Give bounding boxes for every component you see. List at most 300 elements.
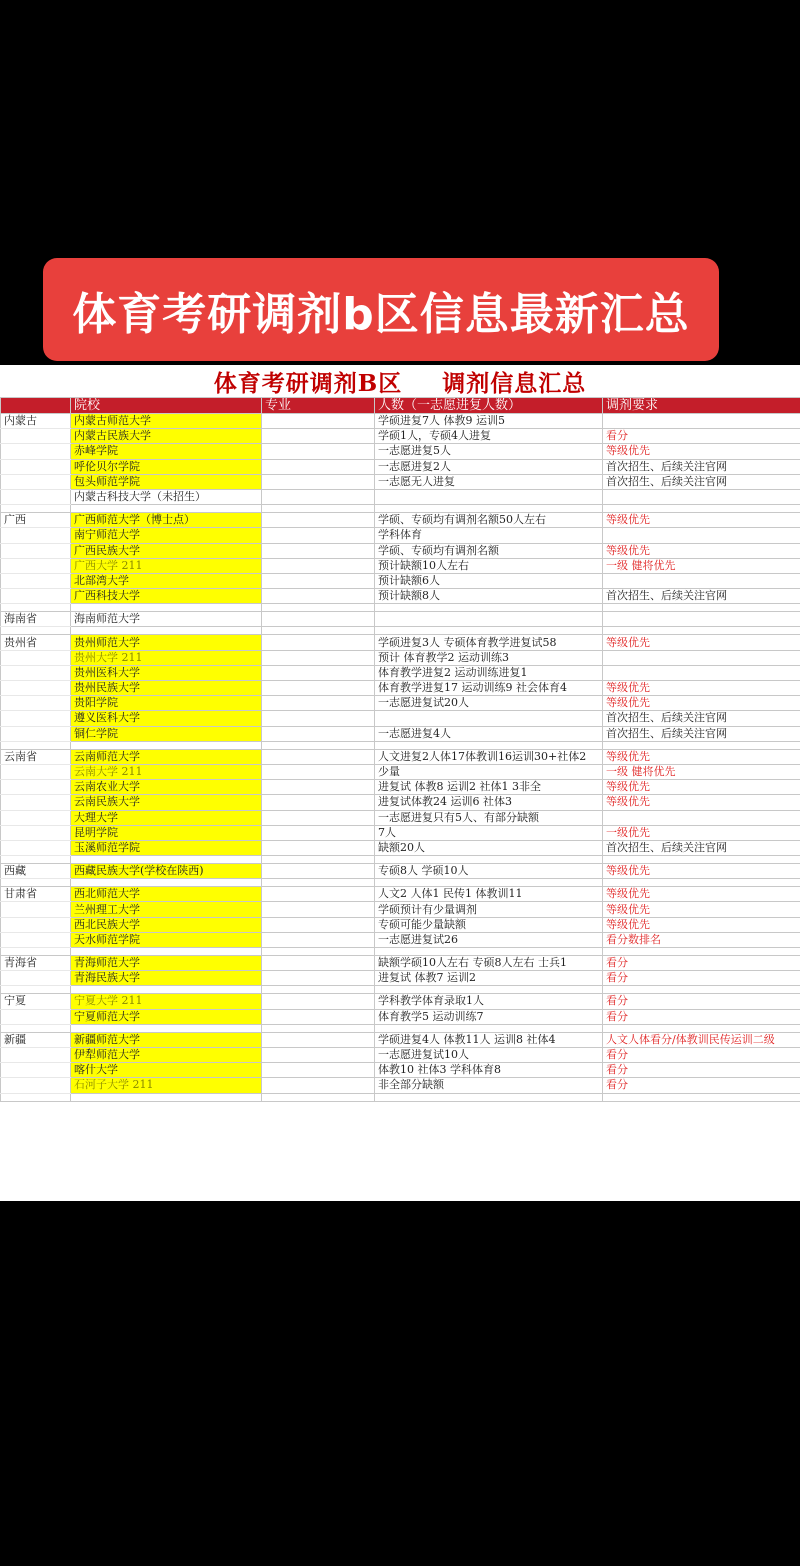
count-cell: 体育教学进复17 运动训练9 社会体育4: [375, 681, 603, 696]
empty-cell: [1, 459, 71, 474]
empty-cell: [1, 444, 71, 459]
school-cell: 青海民族大学: [71, 971, 262, 986]
count-cell: 非全部分缺额: [375, 1078, 603, 1093]
table-row: [1, 444, 800, 459]
empty-cell: [603, 948, 800, 956]
major-cell: [262, 795, 375, 810]
school-cell: 石河子大学 211: [71, 1078, 262, 1093]
count-cell: 体育教学5 运动训练7: [375, 1009, 603, 1024]
table-row: [1, 589, 800, 604]
count-cell: 预计缺额6人: [375, 573, 603, 588]
spacer-row: [1, 627, 800, 635]
empty-cell: [71, 948, 262, 956]
count-cell: 体教10 社体3 学科体育8: [375, 1063, 603, 1078]
header-cell: [1, 398, 71, 414]
empty-cell: [1, 665, 71, 680]
requirement-cell: 看分: [603, 429, 800, 444]
major-cell: [262, 780, 375, 795]
empty-cell: [1, 764, 71, 779]
requirement-cell: 首次招生、后续关注官网: [603, 459, 800, 474]
empty-cell: [1, 902, 71, 917]
spreadsheet: [0, 365, 800, 1201]
count-cell: 进复试 体教7 运训2: [375, 971, 603, 986]
school-cell: 喀什大学: [71, 1063, 262, 1078]
empty-cell: [1, 1078, 71, 1093]
requirement-cell: 看分: [603, 1063, 800, 1078]
empty-cell: [1, 711, 71, 726]
requirement-cell: 等级优先: [603, 887, 800, 902]
empty-cell: [1, 650, 71, 665]
empty-cell: [1, 1024, 71, 1032]
school-cell: 广西师范大学（博士点）: [71, 513, 262, 528]
major-cell: [262, 459, 375, 474]
table-row: [1, 1032, 800, 1047]
requirement-cell: 等级优先: [603, 864, 800, 879]
empty-cell: [375, 505, 603, 513]
requirement-cell: 首次招生、后续关注官网: [603, 474, 800, 489]
spacer-row: [1, 1093, 800, 1101]
school-cell: 西藏民族大学(学校在陕西): [71, 864, 262, 879]
table-row: [1, 489, 800, 504]
major-cell: [262, 573, 375, 588]
requirement-cell: 等级优先: [603, 543, 800, 558]
requirement-cell: [603, 573, 800, 588]
header-cell: 人数（一志愿进复人数）: [375, 398, 603, 414]
empty-cell: [1, 795, 71, 810]
school-cell: 赤峰学院: [71, 444, 262, 459]
count-cell: 一志愿进复2人: [375, 459, 603, 474]
school-cell: 玉溪师范学院: [71, 840, 262, 855]
school-cell: 遵义医科大学: [71, 711, 262, 726]
empty-cell: [1, 1063, 71, 1078]
major-cell: [262, 1063, 375, 1078]
school-cell: 贵州民族大学: [71, 681, 262, 696]
empty-cell: [262, 604, 375, 612]
count-cell: 人文进复2人体17体教训16运训30+社体2: [375, 749, 603, 764]
table-row: [1, 414, 800, 429]
empty-cell: [1, 505, 71, 513]
empty-cell: [1, 856, 71, 864]
empty-cell: [1, 986, 71, 994]
spacer-row: [1, 856, 800, 864]
count-cell: 少量: [375, 764, 603, 779]
province-cell: 内蒙古: [1, 414, 71, 429]
table-row: [1, 825, 800, 840]
spacer-row: [1, 505, 800, 513]
header-cell: 调剂要求: [603, 398, 800, 414]
school-cell: 宁夏大学 211: [71, 994, 262, 1009]
empty-cell: [1, 1093, 71, 1101]
table-row: [1, 513, 800, 528]
count-cell: 专硕可能少量缺额: [375, 917, 603, 932]
major-cell: [262, 589, 375, 604]
table-row: [1, 711, 800, 726]
school-cell: 广西大学 211: [71, 558, 262, 573]
requirement-cell: 首次招生、后续关注官网: [603, 711, 800, 726]
major-cell: [262, 612, 375, 627]
empty-cell: [1, 741, 71, 749]
table-row: [1, 764, 800, 779]
empty-cell: [375, 741, 603, 749]
table-row: [1, 917, 800, 932]
empty-cell: [375, 627, 603, 635]
count-cell: 学硕进复3人 专硕体育教学进复试58: [375, 635, 603, 650]
empty-cell: [375, 856, 603, 864]
school-cell: 广西科技大学: [71, 589, 262, 604]
province-cell: 宁夏: [1, 994, 71, 1009]
empty-cell: [1, 1009, 71, 1024]
school-cell: 宁夏师范大学: [71, 1009, 262, 1024]
major-cell: [262, 971, 375, 986]
count-cell: 一志愿无人进复: [375, 474, 603, 489]
count-cell: 学硕、专硕均有调剂名额: [375, 543, 603, 558]
table-row: [1, 528, 800, 543]
table-row: [1, 681, 800, 696]
requirement-cell: [603, 665, 800, 680]
empty-cell: [262, 948, 375, 956]
major-cell: [262, 932, 375, 947]
requirement-cell: 等级优先: [603, 444, 800, 459]
table-row: [1, 650, 800, 665]
requirement-cell: 看分: [603, 994, 800, 1009]
requirement-cell: 等级优先: [603, 902, 800, 917]
count-cell: 学硕预计有少量调剂: [375, 902, 603, 917]
empty-cell: [71, 505, 262, 513]
empty-cell: [603, 741, 800, 749]
empty-cell: [603, 986, 800, 994]
major-cell: [262, 528, 375, 543]
empty-cell: [1, 825, 71, 840]
count-cell: 一志愿进复5人: [375, 444, 603, 459]
major-cell: [262, 726, 375, 741]
school-cell: 云南农业大学: [71, 780, 262, 795]
empty-cell: [1, 543, 71, 558]
table-row: [1, 1047, 800, 1062]
major-cell: [262, 711, 375, 726]
major-cell: [262, 1009, 375, 1024]
table-row: [1, 864, 800, 879]
empty-cell: [262, 627, 375, 635]
empty-cell: [262, 879, 375, 887]
empty-cell: [1, 696, 71, 711]
empty-cell: [1, 604, 71, 612]
major-cell: [262, 1032, 375, 1047]
requirement-cell: [603, 612, 800, 627]
school-cell: 呼伦贝尔学院: [71, 459, 262, 474]
major-cell: [262, 825, 375, 840]
empty-cell: [375, 1024, 603, 1032]
requirement-cell: 等级优先: [603, 513, 800, 528]
empty-cell: [1, 627, 71, 635]
table-row: [1, 573, 800, 588]
province-cell: 海南省: [1, 612, 71, 627]
spacer-row: [1, 604, 800, 612]
school-cell: 兰州理工大学: [71, 902, 262, 917]
requirement-cell: [603, 650, 800, 665]
table-row: [1, 1063, 800, 1078]
province-cell: 云南省: [1, 749, 71, 764]
requirement-cell: 等级优先: [603, 780, 800, 795]
count-cell: 进复试体教24 运训6 社体3: [375, 795, 603, 810]
requirement-cell: 首次招生、后续关注官网: [603, 726, 800, 741]
table-row: [1, 780, 800, 795]
count-cell: 学科体育: [375, 528, 603, 543]
count-cell: 专硕8人 学硕10人: [375, 864, 603, 879]
major-cell: [262, 513, 375, 528]
school-cell: 南宁师范大学: [71, 528, 262, 543]
school-cell: 内蒙古民族大学: [71, 429, 262, 444]
table-row: [1, 956, 800, 971]
school-cell: 贵州师范大学: [71, 635, 262, 650]
count-cell: 一志愿进复试20人: [375, 696, 603, 711]
empty-cell: [262, 986, 375, 994]
table-row: [1, 887, 800, 902]
count-cell: [375, 489, 603, 504]
table-row: [1, 749, 800, 764]
count-cell: [375, 612, 603, 627]
major-cell: [262, 902, 375, 917]
table-row: [1, 558, 800, 573]
school-cell: 贵州医科大学: [71, 665, 262, 680]
table-row: [1, 696, 800, 711]
empty-cell: [262, 1024, 375, 1032]
spacer-row: [1, 741, 800, 749]
major-cell: [262, 956, 375, 971]
requirement-cell: 看分: [603, 1009, 800, 1024]
empty-cell: [71, 1024, 262, 1032]
title-banner: [43, 258, 719, 361]
empty-cell: [1, 879, 71, 887]
empty-cell: [603, 856, 800, 864]
sheet-title-right: 调剂信息汇总: [442, 369, 587, 397]
table-row: [1, 429, 800, 444]
province-cell: 新疆: [1, 1032, 71, 1047]
province-cell: 甘肃省: [1, 887, 71, 902]
sheet-title-left: 体育考研调剂B区: [213, 369, 403, 397]
school-cell: 天水师范学院: [71, 932, 262, 947]
empty-cell: [1, 573, 71, 588]
table-row: [1, 902, 800, 917]
empty-cell: [375, 986, 603, 994]
count-cell: 一志愿进复4人: [375, 726, 603, 741]
requirement-cell: [603, 810, 800, 825]
empty-cell: [375, 879, 603, 887]
table-row: [1, 612, 800, 627]
empty-cell: [375, 948, 603, 956]
requirement-cell: 一级 健将优先: [603, 764, 800, 779]
school-cell: 昆明学院: [71, 825, 262, 840]
empty-cell: [262, 741, 375, 749]
major-cell: [262, 764, 375, 779]
spacer-row: [1, 879, 800, 887]
table-row: [1, 932, 800, 947]
major-cell: [262, 474, 375, 489]
major-cell: [262, 489, 375, 504]
province-cell: 广西: [1, 513, 71, 528]
empty-cell: [603, 1024, 800, 1032]
requirement-cell: 看分: [603, 1078, 800, 1093]
empty-cell: [71, 741, 262, 749]
school-cell: 北部湾大学: [71, 573, 262, 588]
table-row: [1, 665, 800, 680]
count-cell: 学硕进复4人 体教11人 运训8 社体4: [375, 1032, 603, 1047]
empty-cell: [603, 505, 800, 513]
major-cell: [262, 1078, 375, 1093]
school-cell: 广西民族大学: [71, 543, 262, 558]
empty-cell: [603, 1093, 800, 1101]
empty-cell: [71, 986, 262, 994]
empty-cell: [1, 558, 71, 573]
major-cell: [262, 917, 375, 932]
major-cell: [262, 749, 375, 764]
empty-cell: [375, 604, 603, 612]
empty-cell: [1, 474, 71, 489]
sheet-title: [0, 365, 800, 397]
empty-cell: [1, 917, 71, 932]
major-cell: [262, 429, 375, 444]
empty-cell: [1, 528, 71, 543]
count-cell: 体育教学进复2 运动训练进复1: [375, 665, 603, 680]
requirement-cell: 看分: [603, 971, 800, 986]
requirement-cell: [603, 528, 800, 543]
empty-cell: [1, 932, 71, 947]
requirement-cell: 一级 健将优先: [603, 558, 800, 573]
empty-cell: [1, 589, 71, 604]
requirement-cell: 首次招生、后续关注官网: [603, 840, 800, 855]
school-cell: 包头师范学院: [71, 474, 262, 489]
major-cell: [262, 558, 375, 573]
requirement-cell: [603, 414, 800, 429]
count-cell: 一志愿进复只有5人、有部分缺额: [375, 810, 603, 825]
spacer-row: [1, 1024, 800, 1032]
table-row: [1, 971, 800, 986]
table-row: [1, 635, 800, 650]
major-cell: [262, 444, 375, 459]
count-cell: 一志愿进复试10人: [375, 1047, 603, 1062]
major-cell: [262, 414, 375, 429]
count-cell: 学硕进复7人 体教9 运训5: [375, 414, 603, 429]
province-cell: 青海省: [1, 956, 71, 971]
province-cell: 贵州省: [1, 635, 71, 650]
school-cell: 铜仁学院: [71, 726, 262, 741]
table-row: [1, 543, 800, 558]
major-cell: [262, 635, 375, 650]
count-cell: 预计缺额10人左右: [375, 558, 603, 573]
requirement-cell: 等级优先: [603, 795, 800, 810]
empty-cell: [262, 505, 375, 513]
major-cell: [262, 864, 375, 879]
requirement-cell: 等级优先: [603, 681, 800, 696]
school-cell: 西北民族大学: [71, 917, 262, 932]
requirement-cell: 等级优先: [603, 696, 800, 711]
major-cell: [262, 1047, 375, 1062]
count-cell: 一志愿进复试26: [375, 932, 603, 947]
requirement-cell: [603, 489, 800, 504]
school-cell: 云南大学 211: [71, 764, 262, 779]
table-row: [1, 994, 800, 1009]
requirement-cell: 首次招生、后续关注官网: [603, 589, 800, 604]
count-cell: 人文2 人体1 民传1 体教训11: [375, 887, 603, 902]
major-cell: [262, 840, 375, 855]
empty-cell: [603, 879, 800, 887]
schools-table: [0, 397, 800, 1102]
requirement-cell: 看分: [603, 956, 800, 971]
major-cell: [262, 681, 375, 696]
spacer-row: [1, 948, 800, 956]
empty-cell: [603, 604, 800, 612]
school-cell: 伊犁师范大学: [71, 1047, 262, 1062]
count-cell: 学硕、专硕均有调剂名额50人左右: [375, 513, 603, 528]
school-cell: 青海师范大学: [71, 956, 262, 971]
empty-cell: [1, 810, 71, 825]
school-cell: 云南师范大学: [71, 749, 262, 764]
count-cell: 预计 体育教学2 运动训练3: [375, 650, 603, 665]
empty-cell: [71, 627, 262, 635]
requirement-cell: 等级优先: [603, 635, 800, 650]
empty-cell: [71, 879, 262, 887]
count-cell: 缺额20人: [375, 840, 603, 855]
school-cell: 内蒙古科技大学（未招生）: [71, 489, 262, 504]
requirement-cell: 人文人体看分/体教训民传运训二级: [603, 1032, 800, 1047]
school-cell: 大理大学: [71, 810, 262, 825]
major-cell: [262, 696, 375, 711]
empty-cell: [1, 681, 71, 696]
empty-cell: [1, 429, 71, 444]
table-row: [1, 459, 800, 474]
empty-cell: [262, 1093, 375, 1101]
major-cell: [262, 810, 375, 825]
major-cell: [262, 994, 375, 1009]
major-cell: [262, 650, 375, 665]
count-cell: 7人: [375, 825, 603, 840]
table-row: [1, 1078, 800, 1093]
major-cell: [262, 543, 375, 558]
school-cell: 新疆师范大学: [71, 1032, 262, 1047]
empty-cell: [71, 856, 262, 864]
header-cell: 专业: [262, 398, 375, 414]
table-row: [1, 840, 800, 855]
empty-cell: [603, 627, 800, 635]
header-cell: 院校: [71, 398, 262, 414]
count-cell: 学科教学体育录取1人: [375, 994, 603, 1009]
empty-cell: [1, 726, 71, 741]
banner-title: 体育考研调剂b区信息最新汇总: [72, 288, 690, 340]
school-cell: 云南民族大学: [71, 795, 262, 810]
school-cell: 贵阳学院: [71, 696, 262, 711]
table-row: [1, 474, 800, 489]
empty-cell: [1, 780, 71, 795]
count-cell: 缺额学硕10人左右 专硕8人左右 士兵1: [375, 956, 603, 971]
requirement-cell: 等级优先: [603, 749, 800, 764]
empty-cell: [1, 489, 71, 504]
empty-cell: [71, 604, 262, 612]
count-cell: 进复试 体教8 运训2 社体1 3非全: [375, 780, 603, 795]
empty-cell: [262, 856, 375, 864]
table-row: [1, 726, 800, 741]
school-cell: 海南师范大学: [71, 612, 262, 627]
requirement-cell: 一级优先: [603, 825, 800, 840]
school-cell: 内蒙古师范大学: [71, 414, 262, 429]
requirement-cell: 看分: [603, 1047, 800, 1062]
empty-cell: [1, 971, 71, 986]
count-cell: 学硕1人，专硕4人进复: [375, 429, 603, 444]
empty-cell: [375, 1093, 603, 1101]
spacer-row: [1, 986, 800, 994]
school-cell: 西北师范大学: [71, 887, 262, 902]
school-cell: 贵州大学 211: [71, 650, 262, 665]
table-row: [1, 1009, 800, 1024]
major-cell: [262, 665, 375, 680]
